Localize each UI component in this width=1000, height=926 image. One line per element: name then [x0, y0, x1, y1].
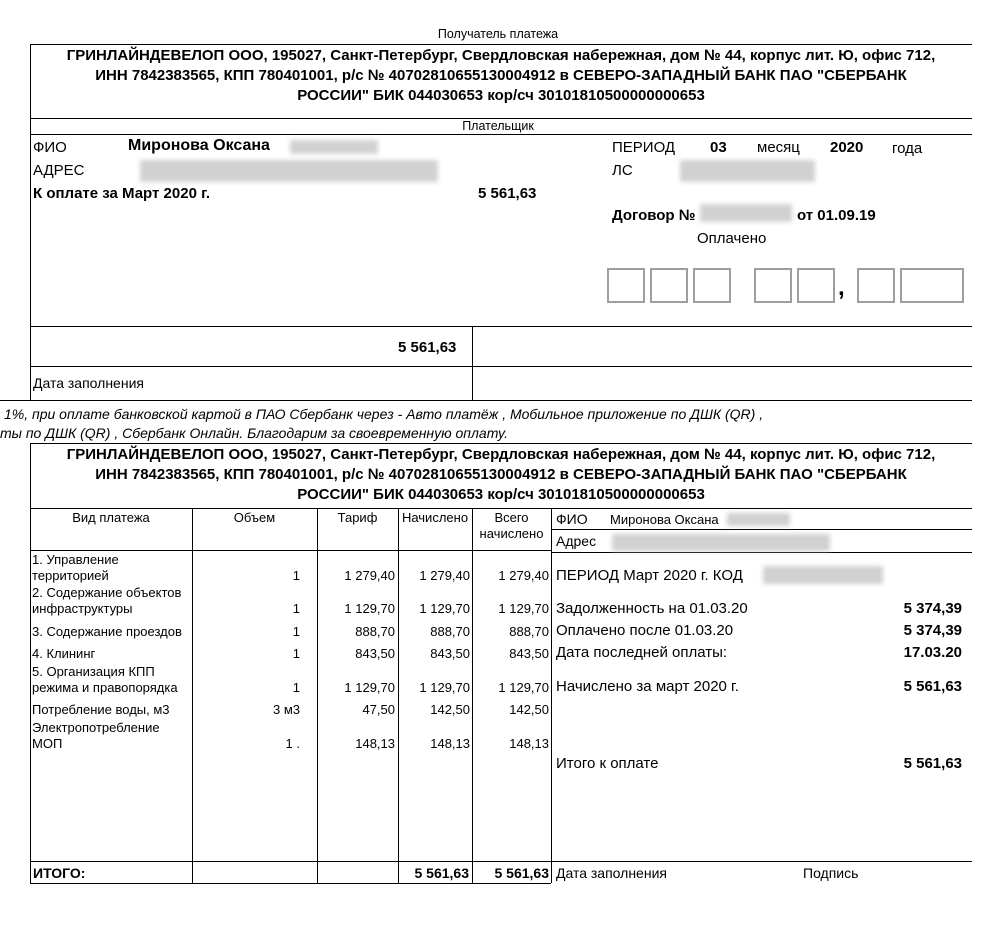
row-total: 148,13	[509, 736, 549, 751]
row-accrued: 148,13	[430, 736, 470, 751]
digit-box[interactable]	[900, 268, 964, 303]
row-accrued: 888,70	[430, 624, 470, 639]
row-volume: 1	[292, 646, 300, 661]
recipient-line-1: ГРИНЛАЙНДЕВЕЛОП ООО, 195027, Санкт-Петербург, Свердловская набережная, дом № 44, корпус лит. Ю, офис 712,	[66, 47, 936, 64]
redacted-ls	[680, 160, 815, 182]
row-tariff: 148,13	[355, 736, 395, 751]
redacted-address	[140, 160, 438, 182]
col-header-total-2: начислено	[479, 526, 544, 541]
row-volume: 1	[292, 680, 300, 695]
row-accrued: 843,50	[430, 646, 470, 661]
divider	[30, 508, 972, 509]
divider	[30, 443, 972, 444]
row-name-line: 1. Управление	[32, 552, 119, 567]
row-name-line: Электропотребление	[32, 720, 160, 735]
fio-label: ФИО	[33, 139, 67, 156]
row-name-line: территорией	[32, 568, 109, 583]
receipt-fio-label: ФИО	[556, 511, 588, 527]
accrued-march-value: 5 561,63	[903, 678, 962, 695]
row-name	[32, 552, 192, 584]
divider	[30, 326, 972, 327]
row-tariff: 1 279,40	[344, 568, 395, 583]
divider	[30, 366, 972, 367]
year-word: года	[892, 140, 923, 157]
col-header-accrued: Начислено	[401, 510, 469, 525]
itogo-total: 5 561,63	[494, 865, 549, 881]
last-pay-label: Дата последней оплаты:	[556, 644, 728, 661]
paid-label: Оплачено	[697, 230, 767, 247]
recipient-label: Получатель платежа	[437, 27, 559, 41]
signature-label: Подпись	[803, 865, 859, 881]
fio-value: Миронова Оксана	[128, 137, 270, 154]
row-tariff: 888,70	[355, 624, 395, 639]
row-total: 1 279,40	[498, 568, 549, 583]
row-name: Потребление воды, м3	[32, 702, 170, 717]
receipt-period: ПЕРИОД Март 2020 г. КОД	[556, 567, 743, 584]
row-total: 1 129,70	[498, 680, 549, 695]
row-volume: 1	[292, 601, 300, 616]
recipient-line-3: РОССИИ" БИК 044030653 кор/сч 30101810500000000653	[297, 87, 705, 104]
col-divider	[317, 508, 318, 883]
accrued-march-label: Начислено за март 2020 г.	[556, 678, 739, 695]
row-total: 142,50	[509, 702, 549, 717]
digit-box[interactable]	[607, 268, 645, 303]
itogo-accrued: 5 561,63	[414, 865, 469, 881]
redacted-address	[612, 534, 830, 551]
debt-label: Задолженность на 01.03.20	[556, 600, 748, 617]
period-month: 03	[710, 139, 727, 156]
row-tariff: 47,50	[362, 702, 395, 717]
payer-label: Плательщик	[462, 119, 534, 133]
row-tariff: 843,50	[355, 646, 395, 661]
row-accrued: 1 129,70	[419, 601, 470, 616]
divider	[30, 861, 972, 862]
total-to-pay-value: 5 561,63	[903, 755, 962, 772]
sum-value: 5 561,63	[398, 339, 457, 356]
receipt-fill-date-label: Дата заполнения	[556, 865, 667, 881]
col-divider	[472, 508, 473, 883]
redacted-contract	[700, 204, 792, 222]
receipt-address-label: Адрес	[556, 533, 597, 549]
header-divider	[30, 550, 551, 551]
row-name-line: МОП	[32, 736, 63, 751]
divider	[551, 529, 972, 530]
col-divider	[192, 508, 193, 883]
col-header-volume: Объем	[233, 510, 276, 525]
digit-box[interactable]	[754, 268, 792, 303]
row-name: 4. Клининг	[32, 646, 96, 661]
row-volume: 1	[292, 624, 300, 639]
note-line-2: ты по ДШК (QR) , Сбербанк Онлайн. Благодарим за своевременную оплату.	[0, 425, 508, 441]
contract-suffix: от 01.09.19	[797, 207, 876, 224]
row-volume: 3 м3	[272, 702, 300, 717]
divider	[551, 552, 972, 553]
period-year: 2020	[830, 139, 864, 156]
digit-box[interactable]	[693, 268, 731, 303]
row-name: 3. Содержание проездов	[32, 624, 182, 639]
recipient-block	[30, 46, 972, 106]
left-border	[30, 443, 31, 883]
row-name-line: режима и правопорядка	[32, 680, 178, 695]
contract-prefix: Договор №	[612, 207, 696, 224]
redacted-surname	[727, 513, 790, 526]
col-divider	[398, 508, 399, 883]
row-name	[32, 720, 192, 752]
divider	[30, 134, 972, 135]
row-name-line: 2. Содержание объектов	[32, 585, 182, 600]
note-line-1: 1%, при оплате банковской картой в ПАО Сбербанк через - Авто платёж , Мобильное приложение по ДШК (QR) ,	[4, 406, 764, 422]
row-name-line: инфраструктуры	[32, 601, 133, 616]
row-name	[32, 664, 192, 696]
digit-box[interactable]	[650, 268, 688, 303]
recipient-line-2: ИНН 7842383565, КПП 780401001, р/с № 40702810655130004912 в СЕВЕРО-ЗАПАДНЫЙ БАНК ПАО "СБЕРБАНК	[95, 67, 907, 84]
receipt-recipient-line-3: РОССИИ" БИК 044030653 кор/сч 30101810500000000653	[297, 486, 705, 503]
address-label: АДРЕС	[33, 162, 85, 179]
row-name	[32, 585, 192, 617]
row-volume: 1 .	[285, 736, 300, 751]
paid-after-value: 5 374,39	[903, 622, 962, 639]
total-to-pay-label: Итого к оплате	[556, 755, 659, 772]
row-accrued: 1 129,70	[419, 680, 470, 695]
to-pay-value: 5 561,63	[478, 185, 537, 202]
debt-value: 5 374,39	[903, 600, 962, 617]
row-tariff: 1 129,70	[344, 601, 395, 616]
col-header-tariff: Тариф	[337, 510, 378, 525]
period-label: ПЕРИОД	[612, 139, 676, 156]
row-volume: 1	[292, 568, 300, 583]
redacted-surname	[290, 140, 378, 154]
divider	[0, 400, 972, 401]
receipt-recipient-line-2: ИНН 7842383565, КПП 780401001, р/с № 40702810655130004912 в СЕВЕРО-ЗАПАДНЫЙ БАНК ПАО "СБЕРБАНК	[95, 466, 907, 483]
divider	[30, 883, 551, 884]
month-word: месяц	[757, 139, 800, 156]
row-tariff: 1 129,70	[344, 680, 395, 695]
row-total: 1 129,70	[498, 601, 549, 616]
fill-date-label: Дата заполнения	[33, 375, 144, 391]
ls-label: ЛС	[612, 162, 633, 179]
digit-box[interactable]	[797, 268, 835, 303]
redacted-code	[763, 566, 883, 584]
col-header-total	[472, 510, 551, 542]
divider-vertical	[472, 326, 473, 400]
row-total: 843,50	[509, 646, 549, 661]
last-pay-value: 17.03.20	[903, 644, 962, 661]
col-header-total-1: Всего	[494, 510, 529, 525]
receipt-recipient-block	[30, 445, 972, 505]
itogo-label: ИТОГО:	[33, 865, 86, 881]
divider	[30, 44, 972, 45]
paid-after-label: Оплачено после 01.03.20	[556, 622, 734, 639]
col-header-type: Вид платежа	[72, 510, 150, 525]
receipt-recipient-line-1: ГРИНЛАЙНДЕВЕЛОП ООО, 195027, Санкт-Петербург, Свердловская набережная, дом № 44, корпус лит. Ю, офис 712,	[66, 446, 936, 463]
comma: ,	[838, 274, 845, 301]
to-pay-label: К оплате за Март 2020 г.	[33, 185, 210, 202]
row-total: 888,70	[509, 624, 549, 639]
row-name-line: 5. Организация КПП	[32, 664, 155, 679]
digit-box[interactable]	[857, 268, 895, 303]
receipt-fio-value: Миронова Оксана	[610, 512, 719, 527]
row-accrued: 1 279,40	[419, 568, 470, 583]
col-divider	[551, 508, 552, 883]
row-accrued: 142,50	[430, 702, 470, 717]
